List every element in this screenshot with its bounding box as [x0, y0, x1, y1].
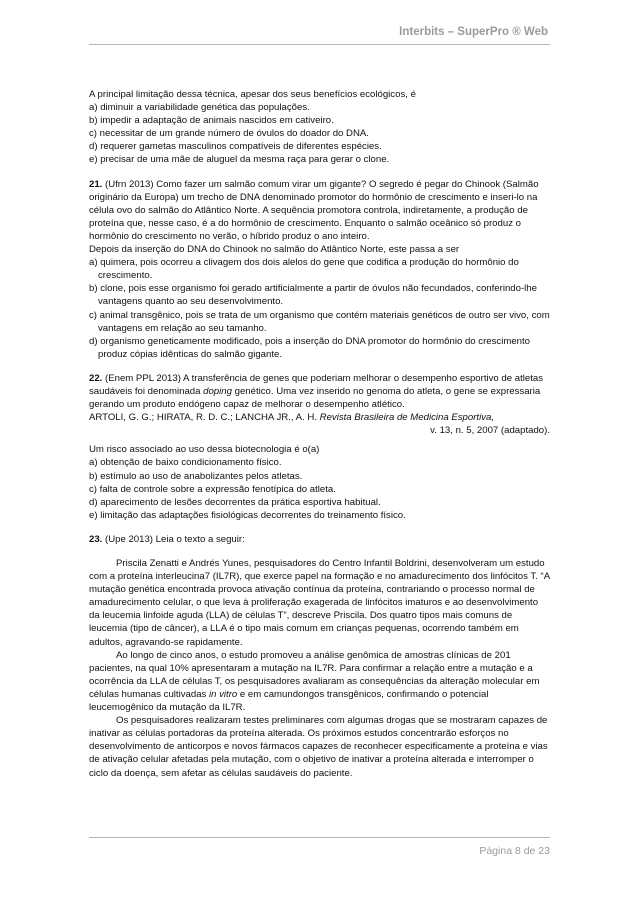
q21-option-d: d) organismo geneticamente modificado, pois a inserção do DNA promotor do hormônio do crescimento produz cópias idênticas do salmão gigante.	[89, 335, 531, 360]
q21-stem: Depois da inserção do DNA do Chinook no salmão do Atlântico Norte, este passa a ser	[89, 244, 460, 256]
q21-body: Como fazer um salmão comum virar um gigante? O segredo é pegar do Chinook (Salmão originário da Europa) um trecho de DNA denominado promotor do hormônio de crescimento e inseri-lo na célula ovo do salmão do Atlântico Norte. A sequência promotora controla, indiretamente, a produção de proteína que, nesse caso, é a do hormônio de crescimento. Enquanto o salmão oceânico só produz o hormônio do crescimento no verão, o híbrido produz o ano inteiro.	[89, 178, 539, 242]
q21-option-c: c) animal transgênico, pois se trata de um organismo que contém materiais genéticos de outro ser vivo, com vantagens em relação ao seu tamanho.	[89, 309, 550, 334]
q23-paragraph-2: Ao longo de cinco anos, o estudo promoveu a análise genômica de amostras clínicas de 201 pacientes, na qual 10% apresentaram a mutação na IL7R. Para confirmar a relação entre a mutação e a ocorrência da LLA de células T, os pesquisadores avaliaram as consequências da alteração molecular em células humanas cultivadas in vitro e em camundongos transgênicos, confirmando o potencial leucemogênico da mutação da IL7R.	[89, 649, 540, 714]
q23-paragraph-1: Priscila Zenatti e Andrés Yunes, pesquisadores do Centro Infantil Boldrini, desenvolveram um estudo com a proteína interleucina7 (IL7R), que exerce papel na formação e no amadurecimento dos linfócitos T. “A mutação genética encontrada provoca ativação contínua da proteína, contrariando o processo normal de amadurecimento celular, o que leva à proliferação exagerada de linfócitos imaturos e ao desenvolvimento da leucemia linfoide aguda (LLA) de células T”, descreve Priscila. Dos quatro tipos mais comuns de leucemia (tipo de câncer), a LLA é o tipo mais comum em crianças pequenas, ocorrendo também em adultos, agravando-se rapidamente.	[89, 558, 550, 648]
q21-option-b: b) clone, pois esse organismo foi gerado artificialmente a partir de óvulos não fecundados, conferindo-lhe vantagens quanto ao seu desenvolvimento.	[89, 283, 537, 308]
q22-option-d: d) aparecimento de lesões decorrentes da prática esportiva habitual.	[89, 496, 381, 508]
header-divider	[89, 44, 550, 45]
q23-italic-term: in vitro	[209, 688, 238, 700]
q20-option-c: c) necessitar de um grande número de óvulos do doador do DNA.	[89, 128, 369, 140]
q22-option-e: e) limitação das adaptações fisiológicas decorrentes do treinamento físico.	[89, 509, 406, 521]
q20-option-b: b) impedir a adaptação de animais nascidos em cativeiro.	[89, 115, 334, 127]
q22-option-b: b) estímulo ao uso de anabolizantes pelos atletas.	[89, 470, 303, 482]
q23-number: 23.	[89, 533, 103, 545]
q22-journal: Revista Brasileira de Medicina Esportiva,	[319, 412, 495, 424]
q21-option-a: a) quimera, pois ocorreu a clivagem dos dois alelos do gene que codifica a produção do hormônio do crescimento.	[89, 257, 519, 282]
q20-option-e: e) precisar de uma mãe de aluguel da mesma raça para gerar o clone.	[89, 154, 390, 166]
q22-reference-details: v. 13, n. 5, 2007 (adaptado).	[430, 425, 550, 437]
q23-paragraph-3: Os pesquisadores realizaram testes preliminares com algumas drogas que se mostraram capazes de inativar as células portadoras da proteína alterada. Os próximos estudos concentrarão esforços no desenvolvimento de anticorpos e novos fármacos capazes de reconhecer especificamente a proteína e vias de ativação celular afetadas pela mutação, com o objetivo de inativar a proteína alterada e interromper o ciclo da doença, sem afetar as células saudáveis do paciente.	[89, 715, 548, 779]
q22-option-a: a) obtenção de baixo condicionamento físico.	[89, 457, 282, 469]
q22-number: 22.	[89, 372, 103, 384]
footer-divider	[89, 837, 550, 838]
q22-stem: Um risco associado ao uso dessa biotecnologia é o(a)	[89, 444, 320, 456]
page-header: Interbits – SuperPro ® Web	[399, 26, 548, 38]
page-content	[89, 88, 550, 780]
q21-number: 21.	[89, 178, 103, 190]
q21-text	[89, 178, 550, 243]
q20-option-d: d) requerer gametas masculinos compatíveis de diferentes espécies.	[89, 141, 382, 153]
q20-option-a: a) diminuir a variabilidade genética das populações.	[89, 102, 310, 114]
q20-stem: A principal limitação dessa técnica, apesar dos seus benefícios ecológicos, é	[89, 89, 416, 100]
q22-option-c: c) falta de controle sobre a expressão fenotípica do atleta.	[89, 483, 336, 495]
q22-source: (Enem PPL 2013)	[102, 372, 184, 384]
q22-reference: ARTOLI, G. G.; HIRATA, R. D. C.; LANCHA JR., A. H. Revista Brasileira de Medicina Esportiva,	[89, 412, 495, 424]
page-number: Página 8 de 23	[479, 845, 550, 857]
q23-source: (Upe 2013)	[102, 533, 156, 545]
q22-italic-term: doping	[203, 385, 232, 397]
q23-heading: 23. (Upe 2013) Leia o texto a seguir:	[89, 533, 245, 545]
q21-source: (Ufrn 2013)	[102, 178, 157, 190]
q22-text: 22. (Enem PPL 2013) A transferência de genes que poderiam melhorar o desempenho esportivo de atletas saudáveis foi denominada doping genético. Uma vez inserido no genoma do atleta, o gene se expressaria gerando um produto endógeno capaz de melhorar o desempenho atlético.	[89, 372, 544, 411]
